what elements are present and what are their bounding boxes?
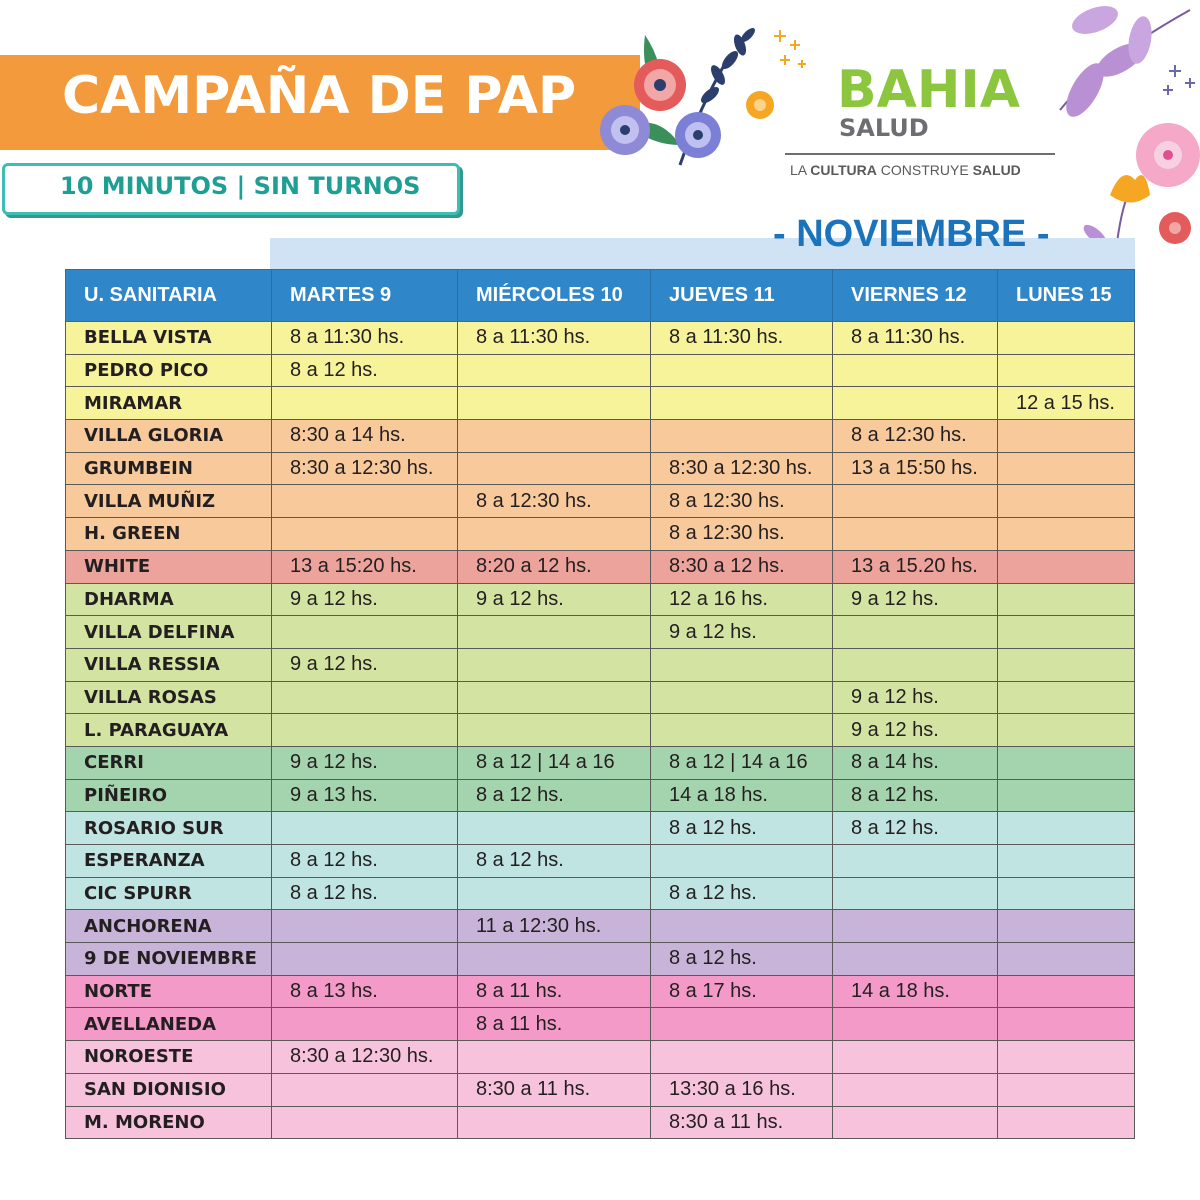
schedule-cell: [998, 518, 1135, 551]
schedule-cell: [458, 518, 651, 551]
schedule-cell: [833, 1073, 998, 1106]
schedule-cell: [998, 1008, 1135, 1041]
schedule-cell: 14 a 18 hs.: [833, 975, 998, 1008]
column-header-miercoles: MIÉRCOLES 10: [458, 270, 651, 322]
schedule-cell: 9 a 12 hs.: [833, 714, 998, 747]
unit-name-cell: VILLA GLORIA: [66, 420, 272, 453]
schedule-cell: [458, 387, 651, 420]
schedule-cell: [651, 387, 833, 420]
unit-name-cell: AVELLANEDA: [66, 1008, 272, 1041]
column-header-lunes: LUNES 15: [998, 270, 1135, 322]
table-row: [66, 975, 1135, 1008]
flowers-leaves-icon: [1040, 0, 1200, 270]
schedule-cell: [651, 681, 833, 714]
unit-name-cell: ROSARIO SUR: [66, 812, 272, 845]
logo-tagline: LA CULTURA CONSTRUYE SALUD: [790, 162, 1021, 178]
schedule-cell: [833, 943, 998, 976]
schedule-cell: 8 a 12:30 hs.: [651, 485, 833, 518]
schedule-cell: [458, 714, 651, 747]
logo-brand-bottom: SALUD: [839, 114, 929, 142]
schedule-cell: [833, 1041, 998, 1074]
schedule-cell: 9 a 12 hs.: [651, 616, 833, 649]
table-body: [66, 322, 1135, 1139]
table-row: [66, 910, 1135, 943]
unit-name-cell: DHARMA: [66, 583, 272, 616]
schedule-cell: 8 a 12 hs.: [272, 877, 458, 910]
schedule-cell: [833, 387, 998, 420]
schedule-cell: 8 a 12 hs.: [833, 812, 998, 845]
schedule-cell: 9 a 12 hs.: [272, 583, 458, 616]
unit-name-cell: NOROESTE: [66, 1041, 272, 1074]
schedule-cell: 13 a 15:50 hs.: [833, 452, 998, 485]
schedule-cell: [998, 485, 1135, 518]
schedule-cell: 8 a 12 hs.: [272, 845, 458, 878]
schedule-cell: [833, 518, 998, 551]
schedule-cell: 8 a 12 hs.: [833, 779, 998, 812]
column-header-unit: U. SANITARIA: [66, 270, 272, 322]
unit-name-cell: BELLA VISTA: [66, 322, 272, 355]
schedule-cell: [998, 452, 1135, 485]
schedule-cell: [458, 812, 651, 845]
schedule-cell: 9 a 12 hs.: [272, 746, 458, 779]
schedule-cell: [833, 877, 998, 910]
table-row: [66, 877, 1135, 910]
unit-name-cell: GRUMBEIN: [66, 452, 272, 485]
schedule-cell: 8 a 13 hs.: [272, 975, 458, 1008]
schedule-cell: 13:30 a 16 hs.: [651, 1073, 833, 1106]
bahia-salud-logo: [785, 60, 1055, 190]
schedule-cell: [458, 648, 651, 681]
column-header-jueves: JUEVES 11: [651, 270, 833, 322]
unit-name-cell: L. PARAGUAYA: [66, 714, 272, 747]
month-title: - NOVIEMBRE -: [773, 213, 1050, 255]
unit-name-cell: VILLA DELFINA: [66, 616, 272, 649]
schedule-cell: [998, 812, 1135, 845]
schedule-cell: [272, 714, 458, 747]
schedule-cell: 8 a 11 hs.: [458, 1008, 651, 1041]
schedule-cell: [272, 616, 458, 649]
schedule-cell: 8 a 12:30 hs.: [833, 420, 998, 453]
schedule-cell: 8 a 17 hs.: [651, 975, 833, 1008]
schedule-cell: 8 a 11:30 hs.: [458, 322, 651, 355]
schedule-cell: [998, 975, 1135, 1008]
schedule-cell: [272, 943, 458, 976]
schedule-cell: [458, 354, 651, 387]
schedule-cell: [272, 518, 458, 551]
schedule-cell: [458, 943, 651, 976]
schedule-cell: [998, 746, 1135, 779]
schedule-cell: 8 a 12 hs.: [458, 845, 651, 878]
schedule-cell: [458, 681, 651, 714]
schedule-cell: [458, 1106, 651, 1139]
schedule-cell: [651, 1008, 833, 1041]
schedule-cell: [458, 616, 651, 649]
schedule-cell: [458, 420, 651, 453]
schedule-cell: 8 a 12 | 14 a 16: [458, 746, 651, 779]
schedule-cell: [272, 1106, 458, 1139]
table-row: [66, 322, 1135, 355]
schedule-table: [65, 269, 1135, 1139]
schedule-cell: [998, 322, 1135, 355]
unit-name-cell: SAN DIONISIO: [66, 1073, 272, 1106]
schedule-cell: [651, 714, 833, 747]
schedule-cell: 12 a 15 hs.: [998, 387, 1135, 420]
table-row: [66, 387, 1135, 420]
table-row: [66, 420, 1135, 453]
table-row: [66, 943, 1135, 976]
schedule-cell: [272, 812, 458, 845]
schedule-cell: [651, 910, 833, 943]
schedule-cell: [998, 550, 1135, 583]
schedule-cell: 12 a 16 hs.: [651, 583, 833, 616]
schedule-cell: [998, 1041, 1135, 1074]
schedule-cell: [458, 452, 651, 485]
schedule-cell: 8:20 a 12 hs.: [458, 550, 651, 583]
table-row: [66, 485, 1135, 518]
table-row: [66, 1073, 1135, 1106]
table-row: [66, 714, 1135, 747]
page-subtitle: 10 MINUTOS | SIN TURNOS: [60, 172, 421, 200]
schedule-cell: [998, 616, 1135, 649]
schedule-cell: [998, 1106, 1135, 1139]
table-row: [66, 583, 1135, 616]
schedule-cell: 8:30 a 12 hs.: [651, 550, 833, 583]
schedule-cell: 11 a 12:30 hs.: [458, 910, 651, 943]
table-row: [66, 518, 1135, 551]
schedule-cell: [272, 387, 458, 420]
unit-name-cell: VILLA MUÑIZ: [66, 485, 272, 518]
table-header-row: [66, 270, 1135, 322]
unit-name-cell: VILLA ROSAS: [66, 681, 272, 714]
schedule-cell: 8:30 a 12:30 hs.: [651, 452, 833, 485]
schedule-cell: 14 a 18 hs.: [651, 779, 833, 812]
table-row: [66, 648, 1135, 681]
schedule-cell: [833, 616, 998, 649]
schedule-cell: [833, 1008, 998, 1041]
schedule-cell: [998, 681, 1135, 714]
schedule-cell: [651, 420, 833, 453]
schedule-cell: [651, 1041, 833, 1074]
schedule-cell: [998, 845, 1135, 878]
schedule-cell: 8 a 12 hs.: [272, 354, 458, 387]
table-row: [66, 550, 1135, 583]
schedule-cell: 8:30 a 14 hs.: [272, 420, 458, 453]
schedule-cell: 8:30 a 12:30 hs.: [272, 452, 458, 485]
schedule-cell: 9 a 12 hs.: [272, 648, 458, 681]
unit-name-cell: ANCHORENA: [66, 910, 272, 943]
schedule-cell: 8 a 14 hs.: [833, 746, 998, 779]
table-row: [66, 1041, 1135, 1074]
schedule-cell: 9 a 12 hs.: [833, 583, 998, 616]
table-row: [66, 1106, 1135, 1139]
table-row: [66, 681, 1135, 714]
table-row: [66, 845, 1135, 878]
schedule-cell: [272, 1008, 458, 1041]
table-row: [66, 779, 1135, 812]
schedule-cell: [833, 648, 998, 681]
schedule-cell: 8 a 12:30 hs.: [651, 518, 833, 551]
schedule-cell: 9 a 12 hs.: [458, 583, 651, 616]
schedule-cell: 9 a 13 hs.: [272, 779, 458, 812]
unit-name-cell: H. GREEN: [66, 518, 272, 551]
table-row: [66, 616, 1135, 649]
schedule-cell: [998, 714, 1135, 747]
schedule-cell: [272, 681, 458, 714]
unit-name-cell: CERRI: [66, 746, 272, 779]
schedule-cell: [998, 910, 1135, 943]
schedule-cell: [998, 583, 1135, 616]
schedule-cell: 8:30 a 11 hs.: [651, 1106, 833, 1139]
schedule-cell: [998, 877, 1135, 910]
schedule-cell: 8 a 11:30 hs.: [833, 322, 998, 355]
unit-name-cell: NORTE: [66, 975, 272, 1008]
schedule-cell: 8:30 a 11 hs.: [458, 1073, 651, 1106]
unit-name-cell: M. MORENO: [66, 1106, 272, 1139]
schedule-cell: 8 a 12:30 hs.: [458, 485, 651, 518]
schedule-cell: 8 a 12 hs.: [651, 943, 833, 976]
schedule-cell: 8 a 11 hs.: [458, 975, 651, 1008]
schedule-cell: [998, 779, 1135, 812]
schedule-cell: [833, 1106, 998, 1139]
schedule-cell: [651, 354, 833, 387]
schedule-cell: [651, 648, 833, 681]
column-header-martes: MARTES 9: [272, 270, 458, 322]
unit-name-cell: MIRAMAR: [66, 387, 272, 420]
unit-name-cell: PIÑEIRO: [66, 779, 272, 812]
schedule-cell: [833, 845, 998, 878]
schedule-cell: 8 a 12 hs.: [651, 812, 833, 845]
schedule-cell: [998, 1073, 1135, 1106]
unit-name-cell: WHITE: [66, 550, 272, 583]
logo-divider: [785, 153, 1055, 155]
schedule-cell: [272, 1073, 458, 1106]
schedule-cell: 8 a 12 hs.: [458, 779, 651, 812]
schedule-cell: [998, 943, 1135, 976]
table-row: [66, 354, 1135, 387]
schedule-cell: 8 a 12 hs.: [651, 877, 833, 910]
unit-name-cell: VILLA RESSIA: [66, 648, 272, 681]
schedule-cell: [833, 910, 998, 943]
table-row: [66, 812, 1135, 845]
schedule-cell: [651, 845, 833, 878]
unit-name-cell: CIC SPURR: [66, 877, 272, 910]
schedule-cell: 8 a 11:30 hs.: [651, 322, 833, 355]
column-header-viernes: VIERNES 12: [833, 270, 998, 322]
page-title: CAMPAÑA DE PAP: [62, 66, 577, 126]
schedule-cell: [458, 1041, 651, 1074]
table-row: [66, 452, 1135, 485]
schedule-cell: [458, 877, 651, 910]
schedule-cell: [833, 354, 998, 387]
table-row: [66, 1008, 1135, 1041]
schedule-cell: [272, 910, 458, 943]
schedule-cell: [272, 485, 458, 518]
schedule-cell: [998, 420, 1135, 453]
schedule-cell: 9 a 12 hs.: [833, 681, 998, 714]
unit-name-cell: 9 DE NOVIEMBRE: [66, 943, 272, 976]
logo-brand-top: BAHIA: [837, 60, 1020, 120]
unit-name-cell: ESPERANZA: [66, 845, 272, 878]
schedule-cell: 8 a 12 | 14 a 16: [651, 746, 833, 779]
schedule-cell: [998, 648, 1135, 681]
schedule-cell: 8:30 a 12:30 hs.: [272, 1041, 458, 1074]
unit-name-cell: PEDRO PICO: [66, 354, 272, 387]
schedule-cell: 13 a 15.20 hs.: [833, 550, 998, 583]
table-row: [66, 746, 1135, 779]
schedule-cell: 13 a 15:20 hs.: [272, 550, 458, 583]
schedule-cell: [833, 485, 998, 518]
schedule-cell: [998, 354, 1135, 387]
schedule-cell: 8 a 11:30 hs.: [272, 322, 458, 355]
